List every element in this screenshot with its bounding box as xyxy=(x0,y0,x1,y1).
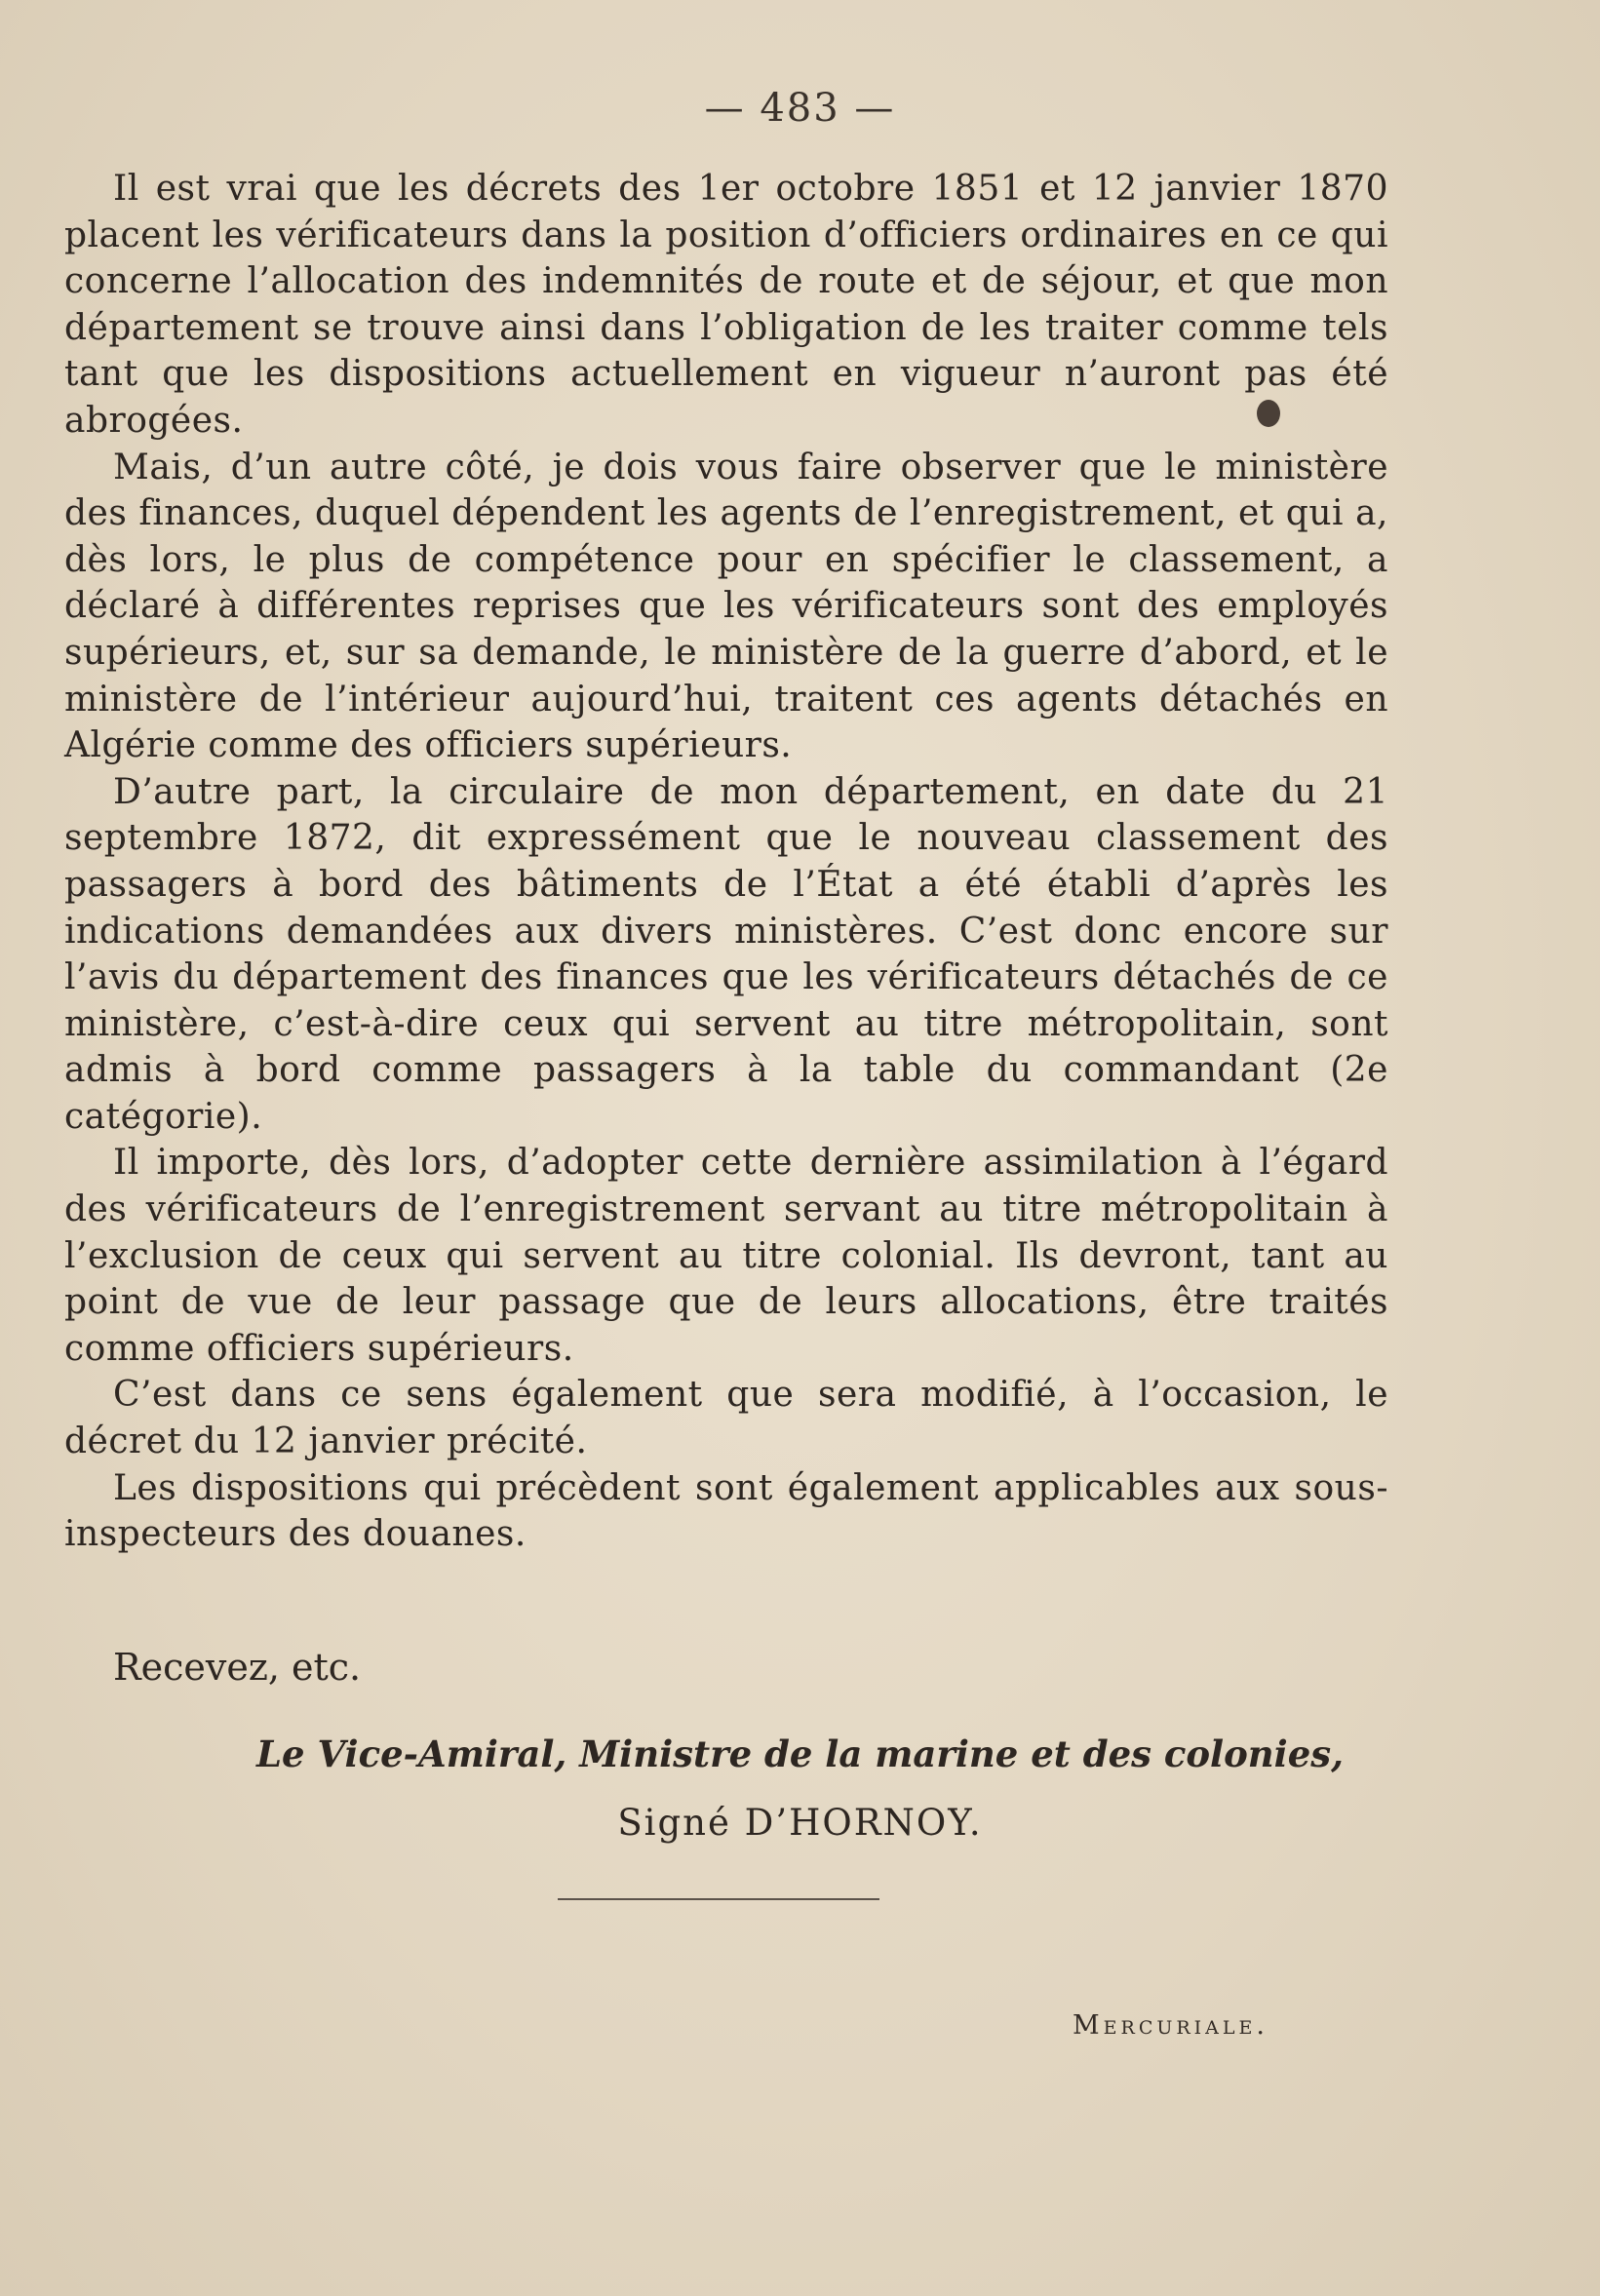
signature-name: Signé D’HORNOY. xyxy=(617,1802,983,1844)
paragraph: D’autre part, la circulaire de mon département, en date du 21 septembre 1872, dit expressément que le nouveau classement des passagers à bord des bâtiments de l’État a été établi d’après les indications demandées aux divers ministères. C’est donc encore sur l’avis du département des finances que les vérificateurs détachés de ce ministère, c’est-à-dire ceux qui servent au titre métropolitain, sont admis à bord comme passagers à la table du commandant (2e catégorie). xyxy=(64,771,1388,1137)
paragraph: C’est dans ce sens également que sera modifié, à l’occasion, le décret du 12 janvier précité. xyxy=(64,1375,1388,1462)
paragraph: Il est vrai que les décrets des 1er octobre 1851 et 12 janvier 1870 placent les vérificateurs dans la position d’officiers ordinaires en ce qui concerne l’allocation des indemnités de route et de séjour, et que mon département se trouve ainsi dans l’obligation de les traiter comme tels tant que les dispositions actuellement en vigueur n’auront pas été abrogées. xyxy=(64,169,1388,441)
ink-blot xyxy=(1257,400,1280,427)
section-divider xyxy=(558,1898,879,1900)
paragraph: Il importe, dès lors, d’adopter cette dernière assimilation à l’égard des vérificateurs de l’enregistrement servant au titre métropolitain à l’exclusion de ceux qui servent au titre colonial. Ils devront, tant au point de vue de leur passage que de leurs allocations, être traités comme officiers supérieurs. xyxy=(64,1143,1388,1369)
body-text xyxy=(64,166,1388,1558)
paragraph: Les dispositions qui précèdent sont également applicables aux sous-inspecteurs des douanes. xyxy=(64,1467,1388,1555)
footer-heading: Mercuriale. xyxy=(1073,2010,1268,2041)
page-number: — 483 — xyxy=(704,86,896,131)
closing-salutation: Recevez, etc. xyxy=(113,1646,362,1689)
signature-title: Le Vice-Amiral, Ministre de la marine et des colonies, xyxy=(256,1732,1344,1775)
paragraph: Mais, d’un autre côté, je dois vous faire observer que le ministère des finances, duquel dépendent les agents de l’enregistrement, et qui a, dès lors, le plus de compétence pour en spécifier le classement, a déclaré à différentes reprises que les vérificateurs sont des employés supérieurs, et, sur sa demande, le ministère de la guerre d’abord, et le ministère de l’intérieur aujourd’hui, traitent ces agents détachés en Algérie comme des officiers supérieurs. xyxy=(64,447,1388,766)
